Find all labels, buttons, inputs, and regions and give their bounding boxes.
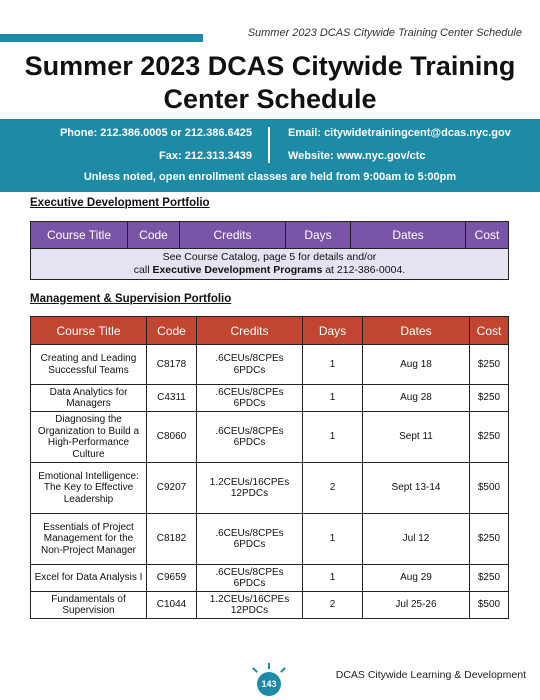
lightbulb-ray [268, 663, 270, 669]
executive-note-pre: call [133, 264, 153, 276]
col-course-title: Course Title [31, 317, 147, 345]
page-number-lightbulb-icon: 143 [257, 672, 281, 696]
course-credits: .6CEUs/8CPEs 6PDCs [197, 514, 303, 565]
contact-divider [268, 127, 270, 163]
hours-note: Unless noted, open enrollment classes are held from 9:00am to 5:00pm [83, 171, 457, 183]
course-title: Excel for Data Analysis I [31, 565, 147, 592]
course-code: C9659 [147, 565, 197, 592]
page-title [0, 50, 540, 116]
course-cost: $500 [470, 463, 509, 514]
course-cost: $250 [470, 385, 509, 412]
col-days: Days [303, 317, 363, 345]
running-head: Summer 2023 DCAS Citywide Training Center Schedule [247, 27, 522, 39]
executive-note-post: at 212-386-0004. [322, 264, 406, 276]
course-credits: .6CEUs/8CPEs 6PDCs [197, 345, 303, 385]
management-table [30, 316, 509, 619]
management-header-row [31, 317, 509, 345]
col-course-title: Course Title [31, 222, 128, 249]
table-row [31, 345, 509, 385]
course-code: C9207 [147, 463, 197, 514]
executive-section-title: Executive Development Portfolio [30, 197, 210, 209]
executive-table [30, 221, 509, 280]
table-row [31, 565, 509, 592]
course-dates: Aug 18 [363, 345, 470, 385]
course-days: 1 [303, 385, 363, 412]
fax-text: Fax: 212.313.3439 [159, 150, 252, 162]
executive-note-line-1: See Course Catalog, page 5 for details and/or [162, 251, 377, 263]
course-credits: 1.2CEUs/16CPEs 12PDCs [197, 592, 303, 619]
course-credits: 1.2CEUs/16CPEs 12PDCs [197, 463, 303, 514]
course-title: Fundamentals of Supervision [31, 592, 147, 619]
footer-text: DCAS Citywide Learning & Development [335, 669, 526, 681]
course-title: Data Analytics for Managers [31, 385, 147, 412]
course-credits: .6CEUs/8CPEs 6PDCs [197, 385, 303, 412]
course-code: C8178 [147, 345, 197, 385]
management-section-title: Management & Supervision Portfolio [30, 293, 232, 305]
col-credits: Credits [197, 317, 303, 345]
title-line-1: Summer 2023 DCAS Citywide Training [24, 51, 516, 81]
table-row [31, 514, 509, 565]
title-line-2: Center Schedule [163, 84, 377, 114]
course-days: 2 [303, 592, 363, 619]
executive-header-row [31, 222, 509, 249]
col-code: Code [128, 222, 180, 249]
executive-programs-name: Executive Development Programs [152, 264, 323, 276]
col-cost: Cost [470, 317, 509, 345]
table-row [31, 463, 509, 514]
course-cost: $250 [470, 412, 509, 463]
course-dates: Aug 28 [363, 385, 470, 412]
course-cost: $250 [470, 565, 509, 592]
course-dates: Jul 12 [363, 514, 470, 565]
course-dates: Sept 11 [363, 412, 470, 463]
col-dates: Dates [363, 317, 470, 345]
col-credits: Credits [180, 222, 286, 249]
col-dates: Dates [351, 222, 466, 249]
course-cost: $500 [470, 592, 509, 619]
col-days: Days [286, 222, 351, 249]
course-days: 1 [303, 345, 363, 385]
course-code: C4311 [147, 385, 197, 412]
course-title: Diagnosing the Organization to Build a High-Performance Culture [31, 412, 147, 463]
phone-text: Phone: 212.386.0005 or 212.386.6425 [59, 127, 252, 139]
table-row [31, 412, 509, 463]
course-title: Emotional Intelligence: The Key to Effective Leadership [31, 463, 147, 514]
course-title: Essentials of Project Management for the Non-Project Manager [31, 514, 147, 565]
col-code: Code [147, 317, 197, 345]
course-cost: $250 [470, 345, 509, 385]
course-dates: Jul 25-26 [363, 592, 470, 619]
executive-note [31, 249, 509, 280]
table-row [31, 385, 509, 412]
course-code: C8060 [147, 412, 197, 463]
course-code: C8182 [147, 514, 197, 565]
website-text: Website: www.nyc.gov/ctc [288, 150, 426, 162]
course-cost: $250 [470, 514, 509, 565]
course-dates: Sept 13-14 [363, 463, 470, 514]
email-text: Email: citywidetrainingcent@dcas.nyc.gov [288, 127, 511, 139]
course-credits: .6CEUs/8CPEs 6PDCs [197, 565, 303, 592]
header-accent-bar [0, 34, 203, 42]
course-days: 1 [303, 514, 363, 565]
course-title: Creating and Leading Successful Teams [31, 345, 147, 385]
course-days: 1 [303, 412, 363, 463]
table-row [31, 592, 509, 619]
course-days: 2 [303, 463, 363, 514]
course-code: C1044 [147, 592, 197, 619]
contact-band [0, 119, 540, 192]
course-credits: .6CEUs/8CPEs 6PDCs [197, 412, 303, 463]
lightbulb-ray [252, 667, 258, 673]
executive-note-row [31, 249, 509, 280]
course-days: 1 [303, 565, 363, 592]
course-dates: Aug 29 [363, 565, 470, 592]
col-cost: Cost [466, 222, 509, 249]
lightbulb-ray [280, 667, 286, 673]
